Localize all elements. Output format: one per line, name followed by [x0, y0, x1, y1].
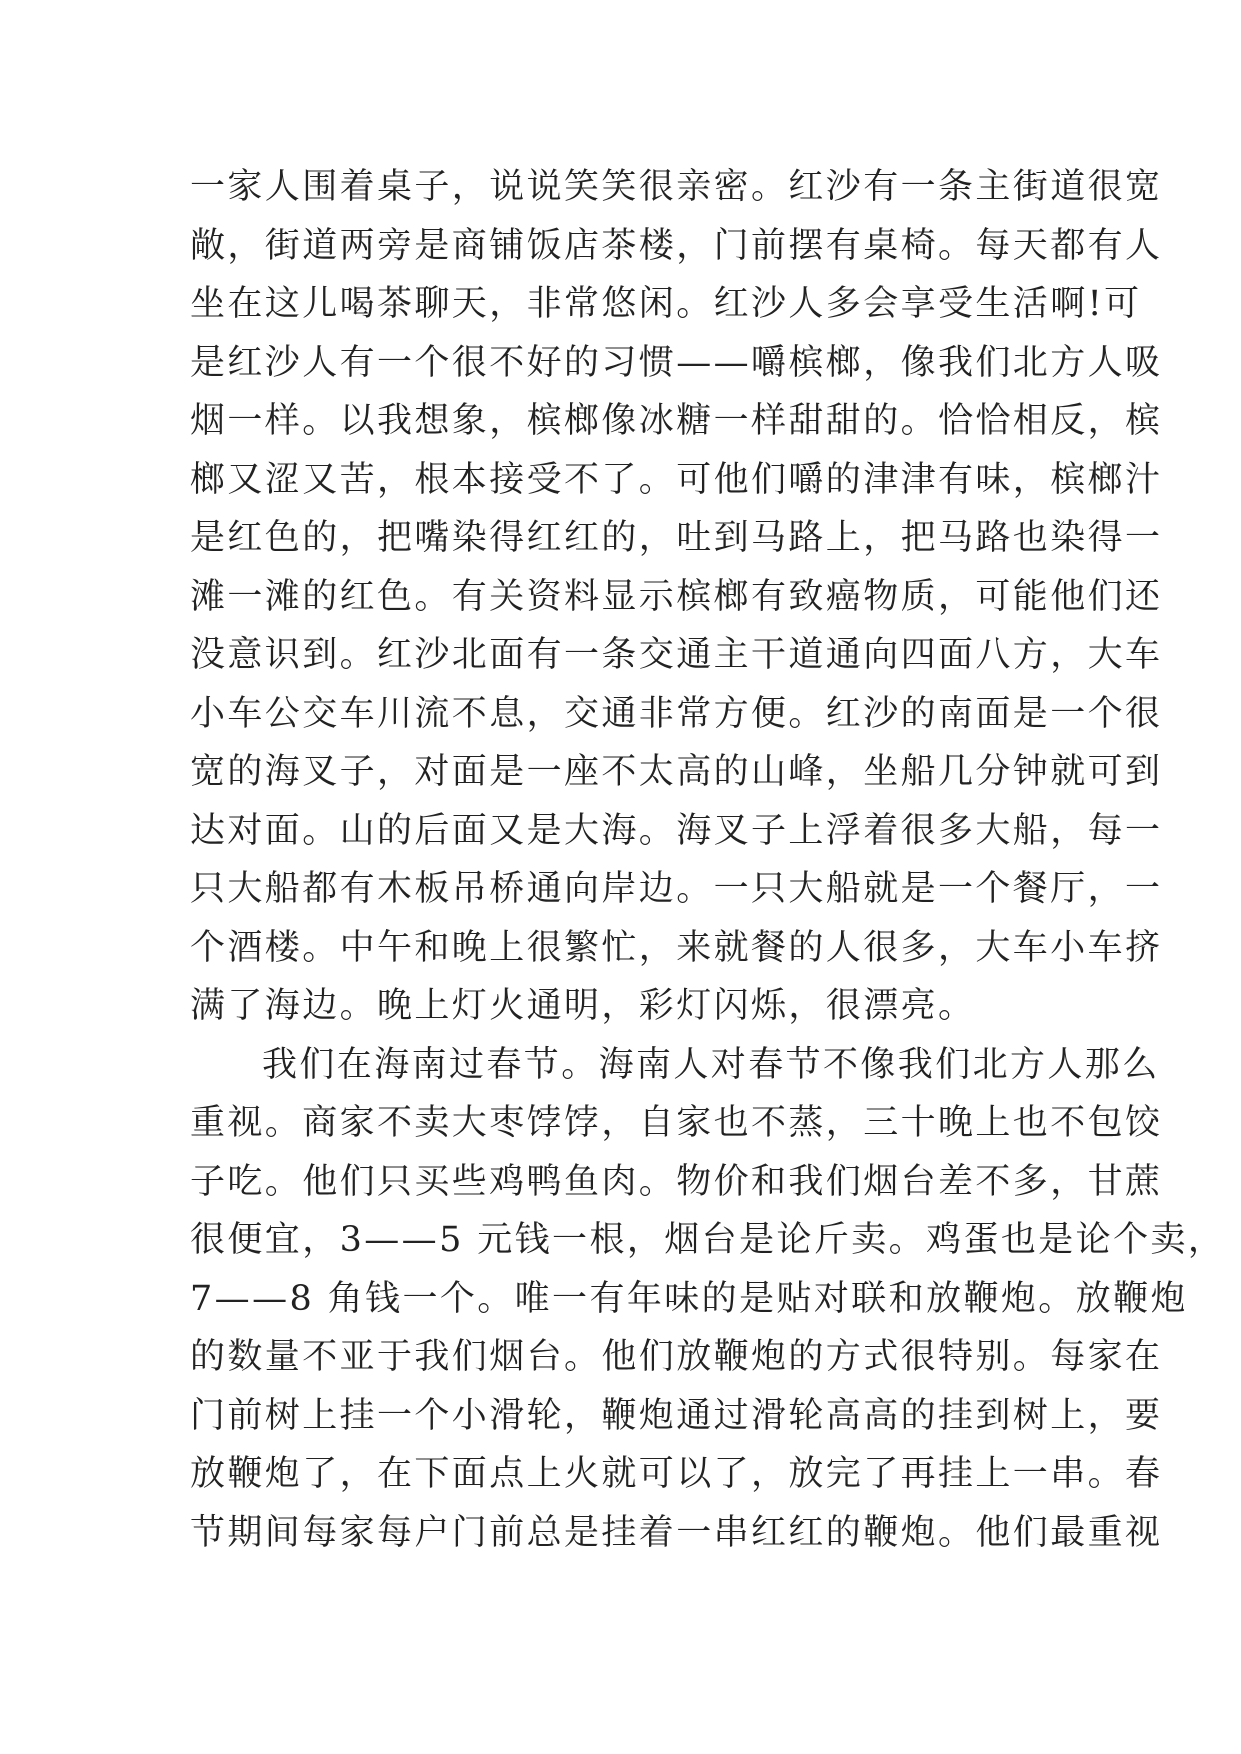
text-line: 节期间每家每户门前总是挂着一串红红的鞭炮。他们最重视 [190, 1512, 1163, 1553]
text-line: 榔又涩又苦，根本接受不了。可他们嚼的津津有味，槟榔汁 [190, 459, 1163, 500]
text-line: 坐在这儿喝茶聊天，非常悠闲。红沙人多会享受生活啊!可 [190, 284, 1142, 324]
text-line: 宽的海叉子，对面是一座不太高的山峰，坐船几分钟就可到 [190, 752, 1163, 792]
text-line: 个酒楼。中午和晚上很繁忙，来就餐的人很多，大车小车挤 [190, 927, 1163, 968]
text-line: 是红色的，把嘴染得红红的，吐到马路上，把马路也染得一 [190, 518, 1163, 558]
text-line: 门前树上挂一个小滑轮，鞭炮通过滑轮高高的挂到树上，要 [190, 1395, 1163, 1436]
text-line: 没意识到。红沙北面有一条交通主干道通向四面八方，大车 [190, 635, 1163, 675]
text-line: 只大船都有木板吊桥通向岸边。一只大船就是一个餐厅，一 [190, 869, 1163, 909]
text-line: 满了海边。晚上灯火通明，彩灯闪烁，很漂亮。 [190, 986, 976, 1026]
text-line: 7——8 角钱一个。唯一有年味的是贴对联和放鞭炮。放鞭炮 [190, 1278, 1188, 1319]
text-line: 小车公交车川流不息，交通非常方便。红沙的南面是一个很 [190, 693, 1163, 734]
body-text [190, 158, 1226, 1562]
text-line: 很便宜，3——5 元钱一根，烟台是论斤卖。鸡蛋也是论个卖， [190, 1220, 1226, 1260]
text-line: 达对面。山的后面又是大海。海叉子上浮着很多大船，每一 [190, 810, 1163, 851]
text-line: 重视。商家不卖大枣饽饽，自家也不蒸，三十晚上也不包饺 [190, 1103, 1163, 1143]
text-line: 一家人围着桌子，说说笑笑很亲密。红沙有一条主街道很宽 [190, 167, 1163, 207]
text-line: 是红沙人有一个很不好的习惯——嚼槟榔，像我们北方人吸 [190, 342, 1163, 383]
text-line: 子吃。他们只买些鸡鸭鱼肉。物价和我们烟台差不多，甘蔗 [190, 1161, 1163, 1202]
paragraph-start-line: 我们在海南过春节。海南人对春节不像我们北方人那么 [262, 1044, 1160, 1085]
text-line: 放鞭炮了，在下面点上火就可以了，放完了再挂上一串。春 [190, 1454, 1163, 1494]
text-line: 敞，街道两旁是商铺饭店茶楼，门前摆有桌椅。每天都有人 [190, 225, 1163, 266]
text-line: 滩一滩的红色。有关资料显示槟榔有致癌物质，可能他们还 [190, 576, 1163, 617]
text-line: 烟一样。以我想象，槟榔像冰糖一样甜甜的。恰恰相反，槟 [190, 401, 1163, 441]
text-line: 的数量不亚于我们烟台。他们放鞭炮的方式很特别。每家在 [190, 1337, 1163, 1377]
